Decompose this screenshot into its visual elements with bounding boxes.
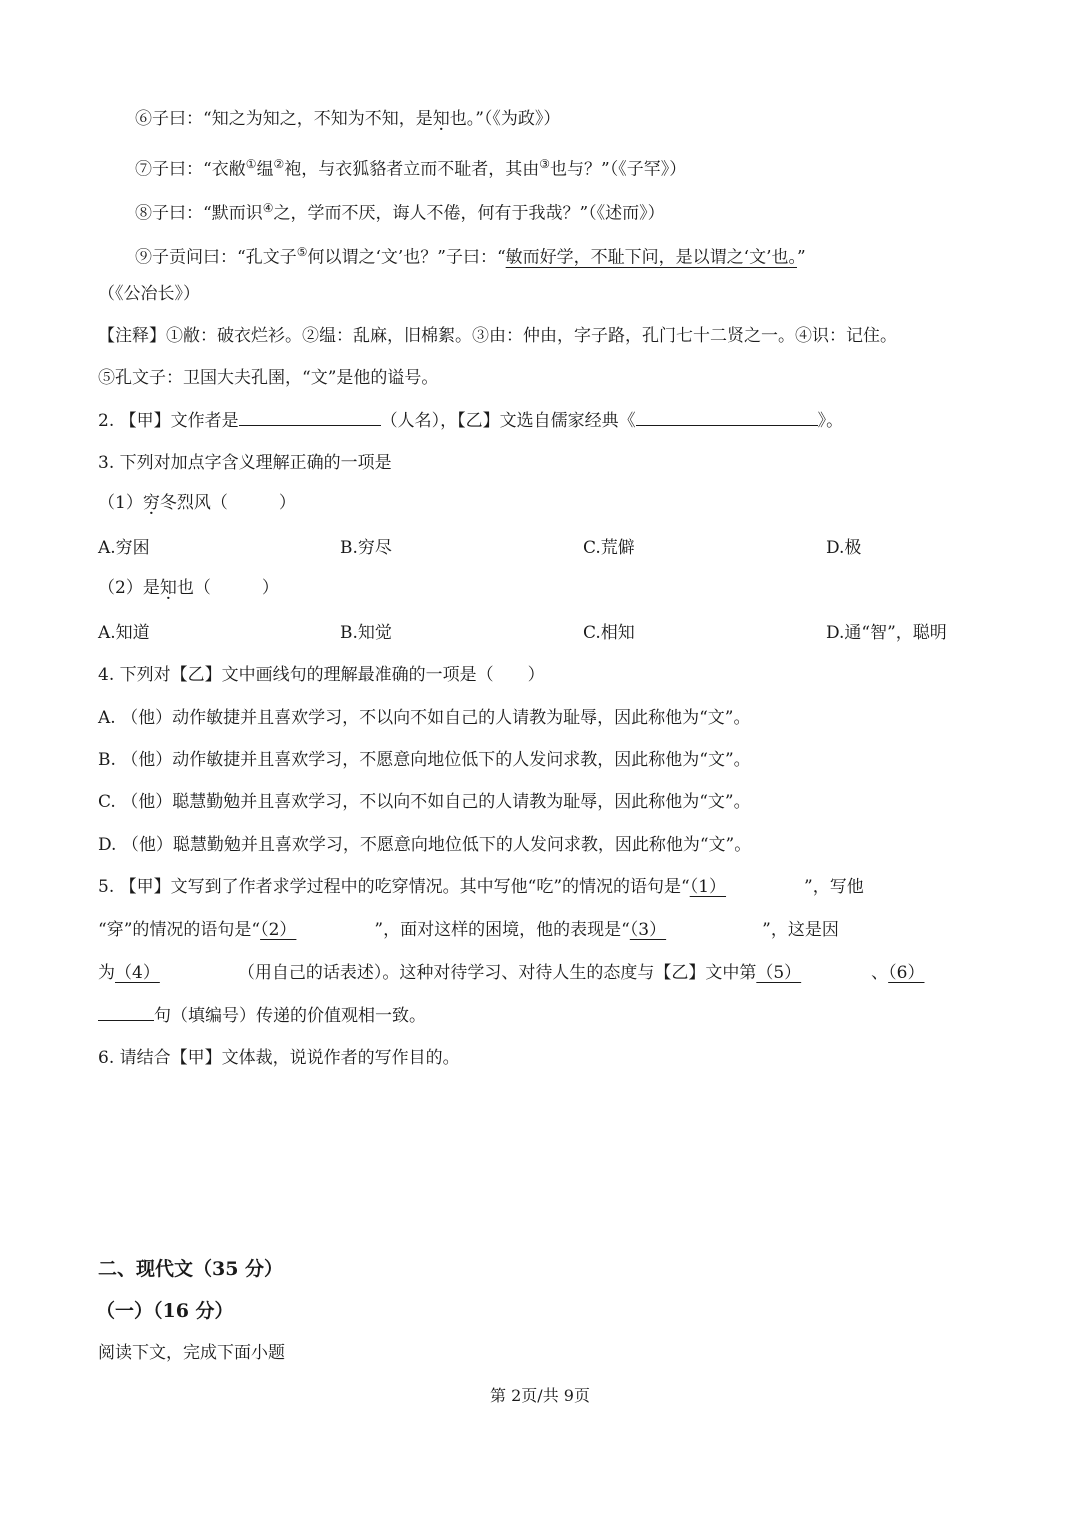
- answer-blank-5[interactable]: （5）: [756, 963, 802, 983]
- question-5-line-2: “穿”的情况的语句是“（2） ”，面对这样的困境，他的表现是“（3） ”，这是因: [98, 920, 839, 940]
- section-2-subtitle: （一）（16 分）: [96, 1300, 234, 1322]
- q4-option-d[interactable]: D. （他）聪慧勤勉并且喜欢学习，不愿意向地位低下的人发问求教，因此称他为“文”。: [98, 835, 752, 855]
- underlined-sentence: 敏而好学，不耻下问，是以谓之‘文’也。: [505, 247, 797, 268]
- answer-blank-6-cont[interactable]: [98, 1002, 154, 1021]
- q4-option-b[interactable]: B. （他）动作敏捷并且喜欢学习，不愿意向地位低下的人发问求教，因此称他为“文”。: [98, 750, 751, 770]
- q3-2-option-d[interactable]: D.通“智”，聪明: [826, 623, 947, 643]
- passage-line-9: ⑨子贡问曰：“孔文子⑤何以谓之‘文’也？”子曰：“敏而好学，不耻下问，是以谓之‘文’也。”: [135, 245, 806, 268]
- section-2-instruction: 阅读下文，完成下面小题: [98, 1343, 285, 1363]
- question-2: 2. 【甲】文作者是 （人名），【乙】文选自儒家经典《 》。: [98, 407, 843, 434]
- answer-blank-author[interactable]: [239, 407, 381, 426]
- page-number: 第 2页/共 9页: [490, 1386, 590, 1405]
- q3-2-option-b[interactable]: B.知觉: [340, 623, 392, 643]
- passage-line-8: ⑧子曰：“默而识④之，学而不厌，诲人不倦，何有于我哉？”（《述而》）: [135, 201, 665, 224]
- question-5-line-1: 5. 【甲】文写到了作者求学过程中的吃穿情况。其中写他“吃”的情况的语句是“（1） ”，写他: [98, 877, 864, 897]
- question-5-line-3: 为（4） （用自己的话表述）。这种对待学习、对待人生的态度与【乙】文中第（5） 、（6）: [98, 963, 925, 983]
- q3-2-option-a[interactable]: A.知道: [98, 623, 150, 643]
- question-4-stem: 4. 下列对【乙】文中画线句的理解最准确的一项是（ ）: [98, 665, 545, 685]
- answer-blank-1[interactable]: （1）: [689, 877, 727, 897]
- answer-blank-6[interactable]: （6）: [888, 963, 925, 983]
- question-3-stem: 3. 下列对加点字含义理解正确的一项是: [98, 453, 392, 473]
- q3-1-option-d[interactable]: D.极: [826, 538, 862, 558]
- q3-1-option-c[interactable]: C.荒僻: [583, 538, 635, 558]
- section-2-title: 二、现代文（35 分）: [98, 1258, 284, 1280]
- answer-blank-3[interactable]: （3）: [629, 920, 667, 940]
- passage-line-6: ⑥子曰：“知之为知之，不知为不知，是知也。”（《为政》）: [135, 109, 561, 129]
- passage-line-7: ⑦子曰：“衣敝①缊②袍，与衣狐貉者立而不耻者，其由③也与？”（《子罕》）: [135, 157, 687, 180]
- q3-1-option-b[interactable]: B.穷尽: [340, 538, 392, 558]
- answer-blank-4[interactable]: （4）: [115, 963, 160, 983]
- q4-option-a[interactable]: A. （他）动作敏捷并且喜欢学习，不以向不如自己的人请教为耻辱，因此称他为“文”。: [98, 708, 751, 728]
- notes-line-1: 【注释】①敝：破衣烂衫。②缊：乱麻，旧棉絮。③由：仲由，字子路，孔门七十二贤之一。④识：记住。: [98, 326, 897, 346]
- question-3-sub-2: （2）是知也（ ）: [98, 578, 279, 598]
- passage-source: （《公冶长》）: [98, 284, 200, 304]
- question-3-sub-1: （1）穷冬烈风（ ）: [98, 493, 296, 513]
- answer-blank-2[interactable]: （2）: [260, 920, 297, 940]
- notes-line-2: ⑤孔文子：卫国大夫孔圉，“文”是他的谥号。: [98, 368, 439, 388]
- question-6: 6. 请结合【甲】文体裁，说说作者的写作目的。: [98, 1048, 460, 1068]
- question-5-line-4: 句（填编号）传递的价值观相一致。: [98, 1002, 426, 1029]
- q3-1-option-a[interactable]: A.穷困: [98, 538, 150, 558]
- q3-2-option-c[interactable]: C.相知: [583, 623, 635, 643]
- q4-option-c[interactable]: C. （他）聪慧勤勉并且喜欢学习，不以向不如自己的人请教为耻辱，因此称他为“文”。: [98, 792, 751, 812]
- answer-blank-classic[interactable]: [636, 407, 818, 426]
